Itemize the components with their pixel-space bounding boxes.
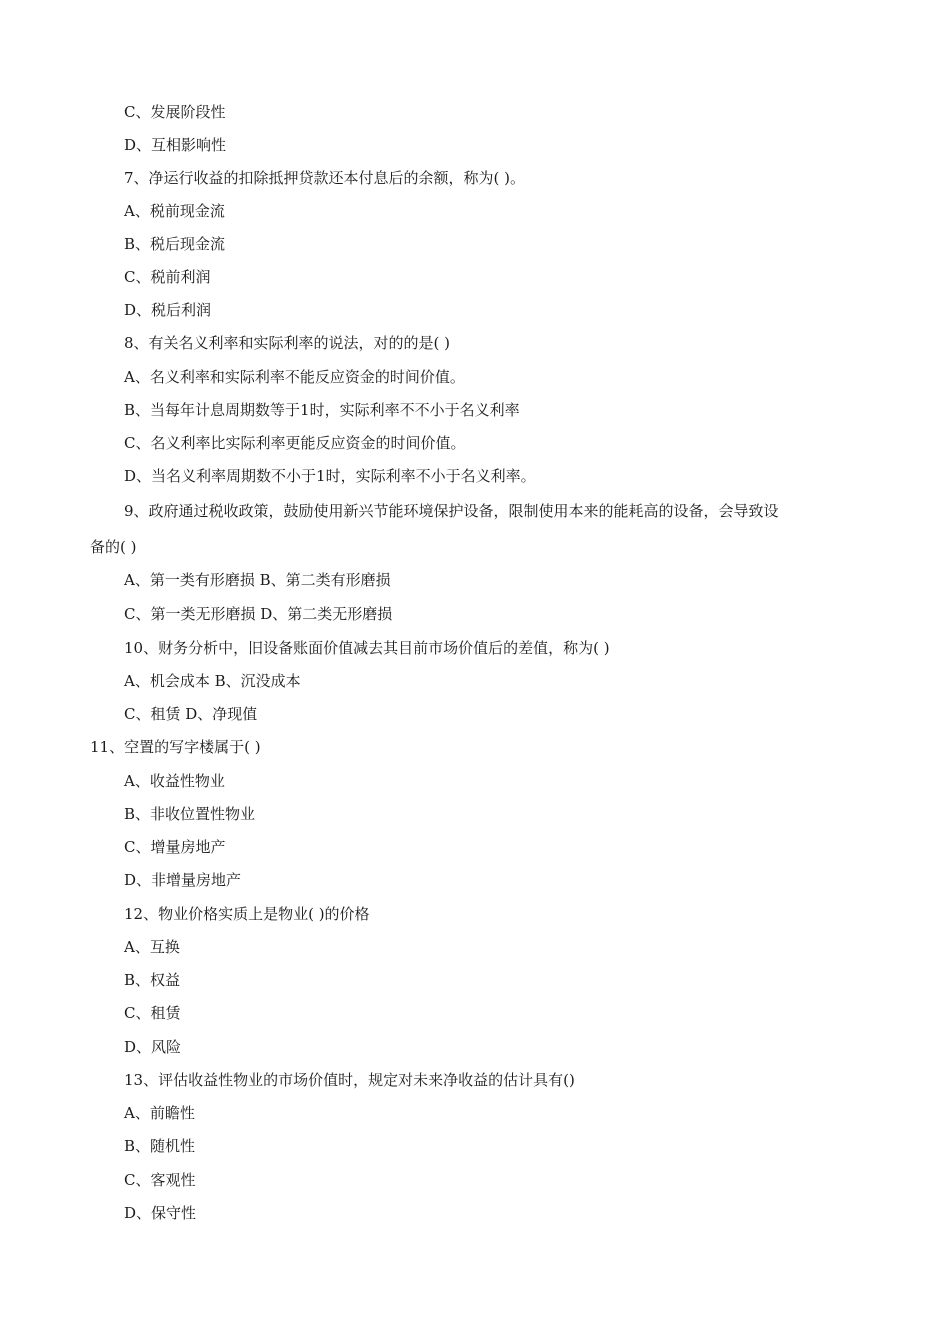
option-line: C、发展阶段性 (124, 103, 226, 121)
question-11: 11、空置的写字楼属于( ) (90, 738, 261, 756)
option-line: A、互换 (124, 938, 180, 956)
option-line: C、名义利率比实际利率更能反应资金的时间价值。 (124, 434, 466, 452)
option-line: D、税后利润 (124, 301, 212, 319)
option-line: B、权益 (124, 971, 181, 989)
option-line: D、保守性 (124, 1204, 197, 1222)
question-12: 12、物业价格实质上是物业( )的价格 (124, 905, 370, 923)
option-line: A、前瞻性 (124, 1104, 195, 1122)
option-line: A、收益性物业 (124, 772, 225, 790)
option-line: C、租赁 (124, 1004, 181, 1022)
option-line: D、非增量房地产 (124, 871, 242, 889)
question-9: 9、政府通过税收政策，鼓励使用新兴节能环境保护设备，限制使用本来的能耗高的设备，会导致设 (124, 502, 779, 520)
option-line: D、风险 (124, 1038, 182, 1056)
option-line: B、非收位置性物业 (124, 805, 256, 823)
option-line: B、随机性 (124, 1137, 196, 1155)
option-line: C、客观性 (124, 1171, 196, 1189)
option-line: D、当名义利率周期数不小于1时，实际利率不小于名义利率。 (124, 467, 536, 485)
question-10: 10、财务分析中，旧设备账面价值减去其目前市场价值后的差值，称为( ) (124, 639, 610, 657)
option-line: A、第一类有形磨损 B、第二类有形磨损 (124, 571, 391, 589)
question-9-continuation: 备的( ) (90, 538, 137, 556)
option-line: C、第一类无形磨损 D、第二类无形磨损 (124, 605, 393, 623)
option-line: C、税前利润 (124, 268, 211, 286)
question-13: 13、评估收益性物业的市场价值时，规定对未来净收益的估计具有() (124, 1071, 575, 1089)
question-8: 8、有关名义利率和实际利率的说法，对的的是( ) (124, 334, 451, 352)
option-line: B、当每年计息周期数等于1时，实际利率不不小于名义利率 (124, 401, 520, 419)
option-line: D、互相影响性 (124, 136, 227, 154)
option-line: A、税前现金流 (124, 202, 225, 220)
option-line: A、机会成本 B、沉没成本 (124, 672, 301, 690)
option-line: C、租赁 D、净现值 (124, 705, 258, 723)
option-line: B、税后现金流 (124, 235, 226, 253)
option-line: C、增量房地产 (124, 838, 226, 856)
question-7: 7、净运行收益的扣除抵押贷款还本付息后的余额，称为( )。 (124, 169, 526, 187)
option-line: A、名义利率和实际利率不能反应资金的时间价值。 (124, 368, 465, 386)
